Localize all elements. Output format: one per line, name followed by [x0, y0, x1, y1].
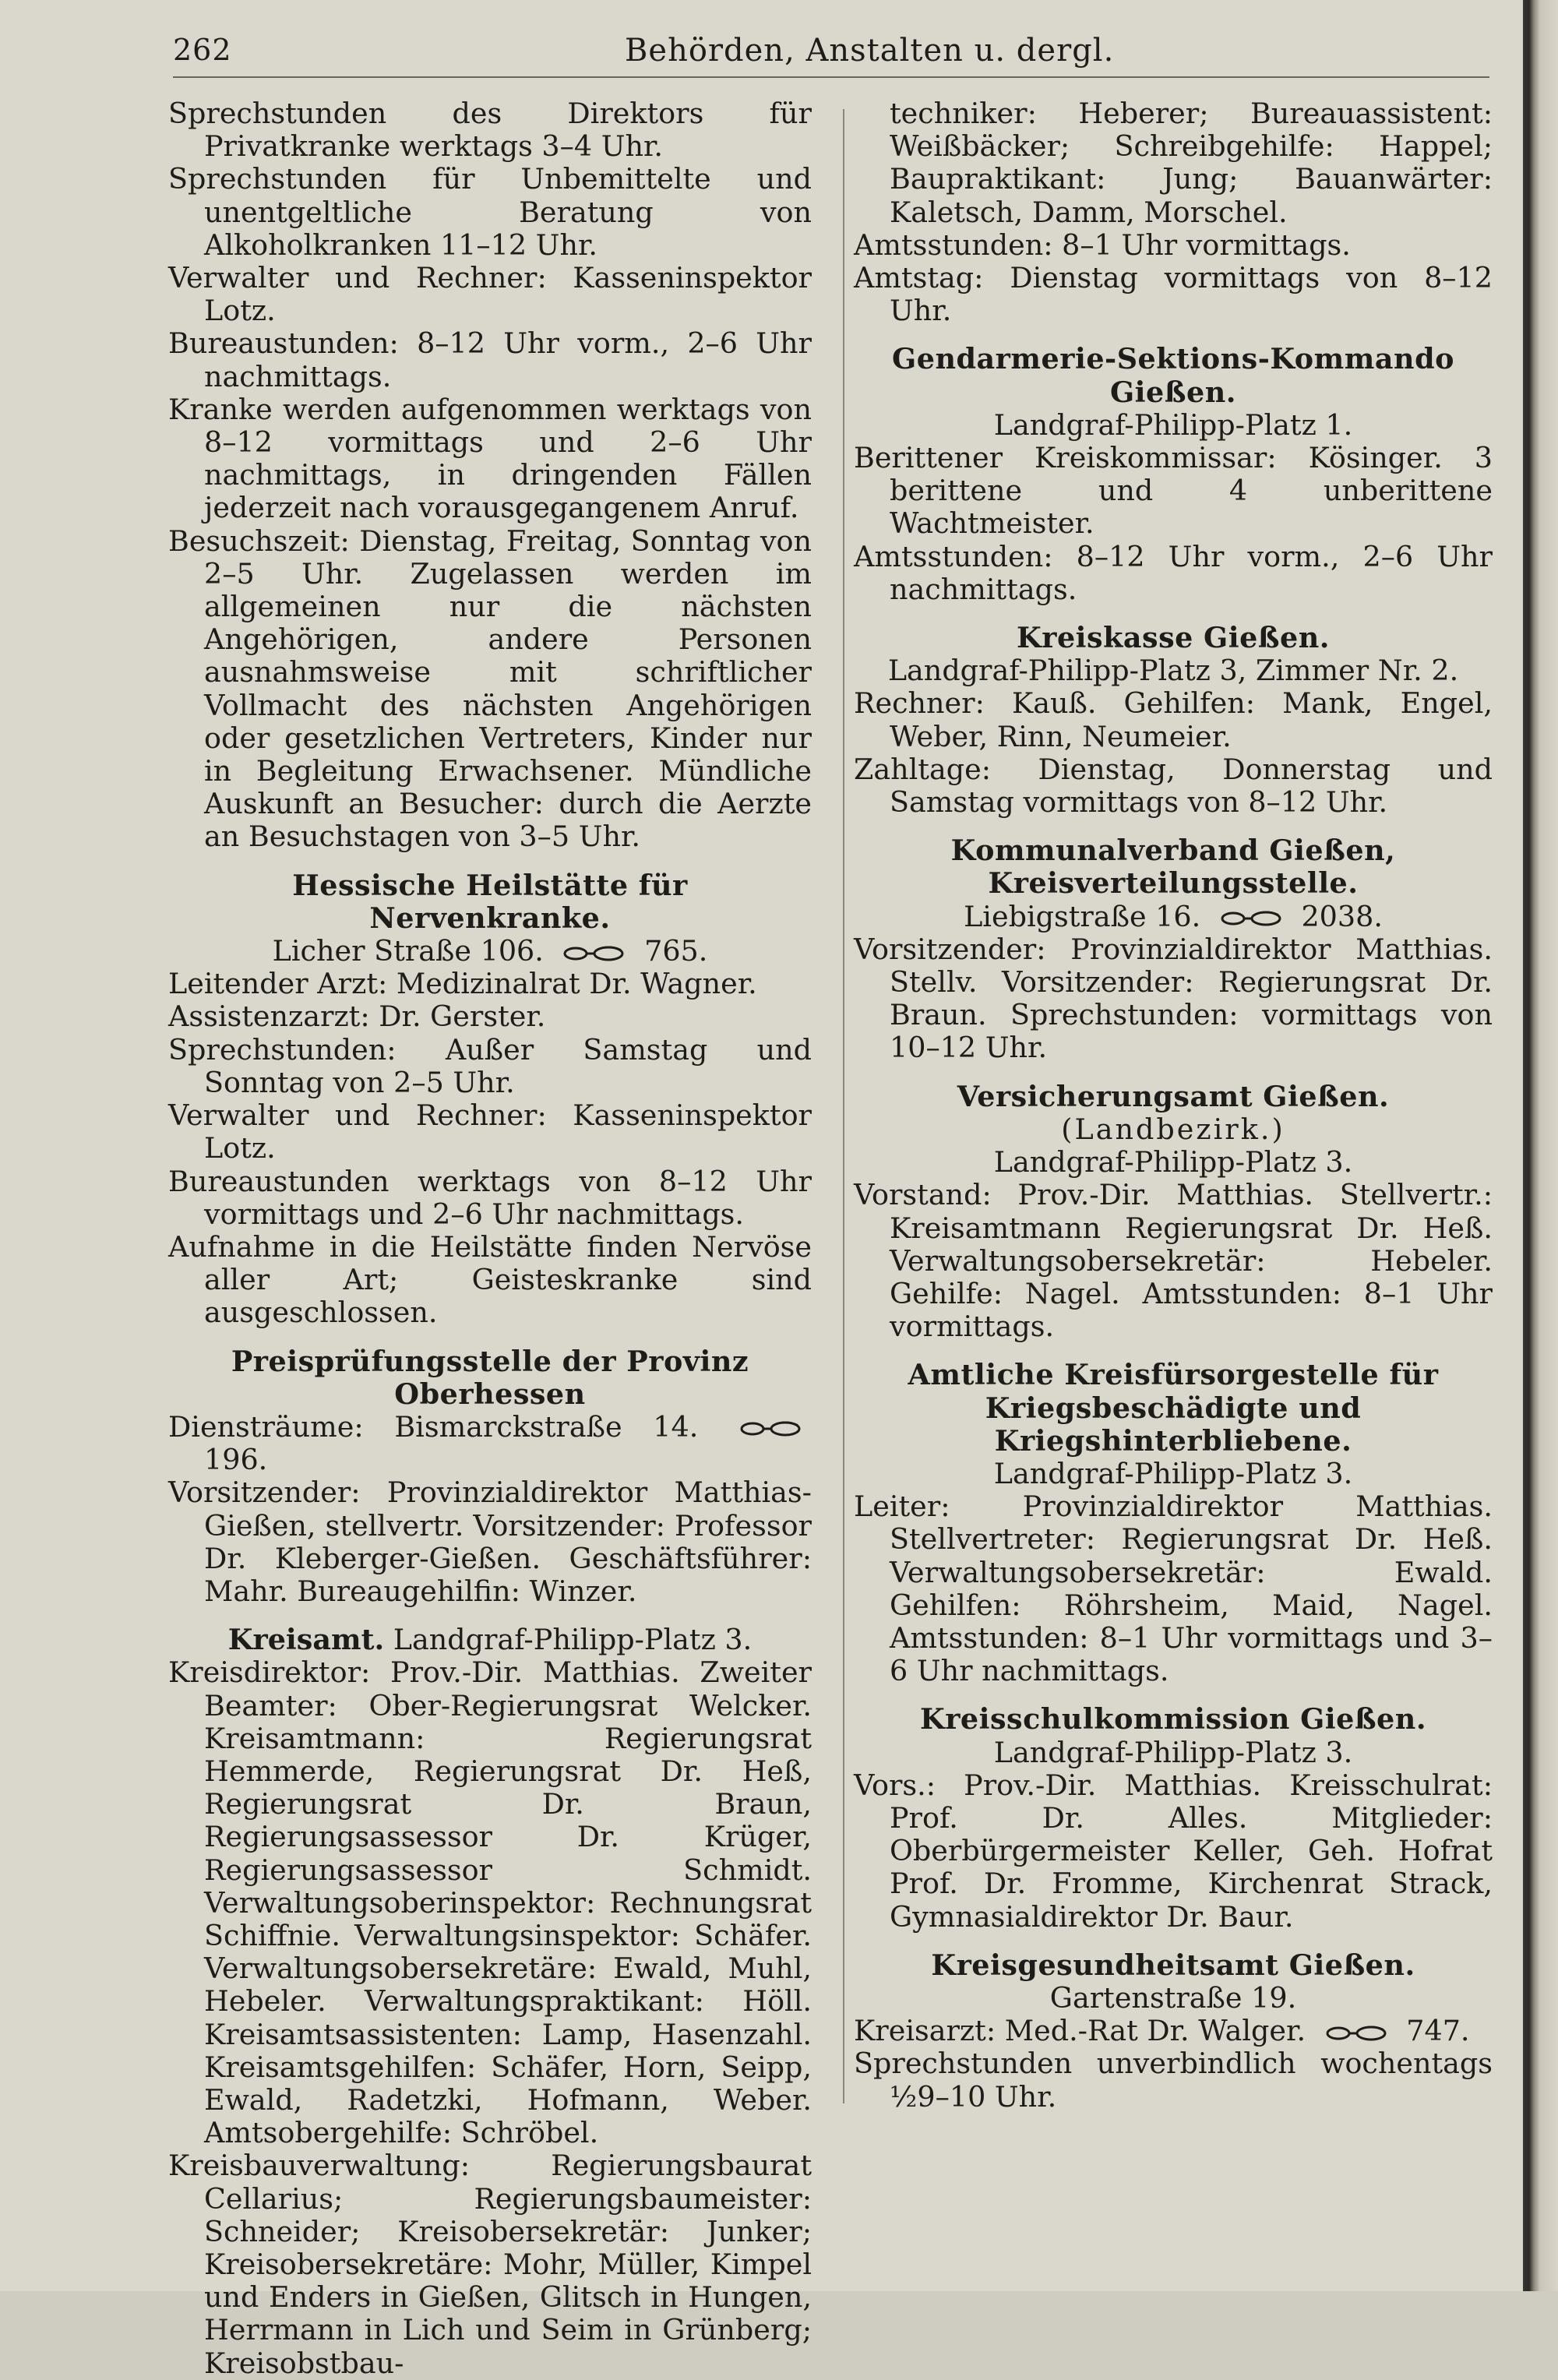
address: Gartenstraße 19. [1049, 1980, 1297, 2015]
section-heading: Preisprüfungsstelle der Provinz Oberhessen [231, 1344, 749, 1411]
entry-versicherungsamt [854, 1081, 1493, 1344]
phone-number: 196. [204, 1443, 268, 1477]
address: Liebigstraße 16. [964, 899, 1201, 933]
paragraph: Rechner: Kauß. Gehilfen: Mank, Engel, Weber, Rinn, Neumeier. [854, 686, 1493, 753]
kreisarzt: Kreisarzt: Med.-Rat Dr. Walger. [854, 2014, 1306, 2048]
section-heading: Kreiskasse Gießen. [1016, 621, 1331, 655]
paragraph: Kreisdirektor: Prov.-Dir. Matthias. Zweiter Beamter: Ober-Regierungsrat Welcker. Kreisamtmann: Regierungsrat Hemmerde, Regierungsrat Dr. Heß, Regierungsrat Dr. Braun, Regierungsassessor Dr. Krüger, Regierungsassessor Schmidt. Verwaltungsoberinspektor: Rechnungsrat Schiffnie. Verwaltungsinspektor: Schäfer. Verwaltungsobersekretäre: Ewald, Muhl, Hebeler. Verwaltungspraktikant: Höll. Kreisamtsassistenten: Lamp, Hasenzahl. Kreisamtsgehilfen: Schäfer, Horn, Seipp, Ewald, Radetzki, Hofmann, Weber. Amtsobergehilfe: Schröbel. [168, 1655, 812, 2150]
entry-kreisamt [168, 1624, 812, 2380]
page-header [173, 33, 1497, 79]
address: Landgraf-Philipp-Platz 3, Zimmer Nr. 2. [887, 654, 1459, 688]
paragraph: Kranke werden aufgenommen werktags von 8–12 vormittags und 2–6 Uhr nachmittags, in dringenden Fällen jederzeit nach vorausgegangenem Anruf. [168, 392, 812, 525]
paragraph: Aufnahme in die Heilstätte finden Nervöse aller Art; Geisteskranke sind ausgeschlossen. [168, 1229, 812, 1330]
entry-kreiskasse [854, 622, 1493, 819]
paragraph: Vors.: Prov.-Dir. Matthias. Kreisschulrat: Prof. Dr. Alles. Mitglieder: Oberbürgermeister Keller, Geh. Hofrat Prof. Dr. Fromme, Kirchenrat Strack, Gymnasialdirektor Dr. Baur. [854, 1768, 1493, 1934]
address: Landgraf-Philipp-Platz 3. [993, 1145, 1353, 1179]
phone-number: 2038. [1301, 899, 1383, 933]
right-column [854, 97, 1493, 2114]
entry-fuersorge [854, 1359, 1493, 1687]
address: Landgraf-Philipp-Platz 1. [993, 407, 1353, 442]
page-gutter-edge [1523, 0, 1558, 2291]
telephone-icon [737, 1420, 804, 1437]
telephone-icon [1218, 910, 1285, 927]
subheading: (Landbezirk.) [1061, 1112, 1285, 1146]
telephone-icon [1323, 2025, 1390, 2042]
entry-gesundheitsamt [854, 1949, 1493, 2114]
paragraph: Amtstag: Dienstag vormittags von 8–12 Uhr. [854, 261, 1493, 328]
paragraph: Amtsstunden: 8–1 Uhr vormittags. [854, 227, 1351, 262]
section-heading: Amtliche Kreisfürsorgestelle für Kriegsbeschädigte und Kriegshinterbliebene. [908, 1358, 1439, 1458]
entry-preispruefung [168, 1345, 812, 1609]
paragraph: Sprechstunden unverbindlich wochentags ½9–10 Uhr. [854, 2047, 1493, 2114]
phone-number: 765. [644, 934, 708, 968]
section-heading: Kreisamt. [227, 1623, 385, 1657]
paragraph: Leiter: Provinzialdirektor Matthias. Stellvertreter: Regierungsrat Dr. Heß. Verwaltungsobersekretär: Ewald. Gehilfen: Röhrsheim, Maid, Nagel. Amtsstunden: 8–1 Uhr vormittags und 3–6 Uhr nachmittags. [854, 1490, 1493, 1688]
paragraph: Vorsitzender: Provinzialdirektor Matthias. Stellv. Vorsitzender: Regierungsrat Dr. Braun. Sprechstunden: vormittags von 10–12 Uhr. [854, 932, 1493, 1065]
paragraph: Sprechstunden: Außer Samstag und Sonntag von 2–5 Uhr. [168, 1032, 812, 1099]
section-heading: Kreisgesundheitsamt Gießen. [931, 1948, 1415, 1982]
section-heading: Hessische Heilstätte für Nervenkranke. [292, 868, 688, 935]
heading-line [168, 1624, 812, 1656]
paragraph: Vorstand: Prov.-Dir. Matthias. Stellvertr.: Kreisamtmann Regierungsrat Dr. Heß. Verwaltungsobersekretär: Hebeler. Gehilfe: Nagel. Amtsstunden: 8–1 Uhr vormittags. [854, 1178, 1493, 1344]
paragraph: Vorsitzender: Provinzialdirektor Matthias-Gießen, stellvertr. Vorsitzender: Professor Dr. Kleberger-Gießen. Geschäftsführer: Mahr. Bureaugehilfin: Winzer. [168, 1476, 812, 1608]
paragraph: Berittener Kreiskommissar: Kösinger. 3 berittene und 4 unberittene Wachtmeister. [854, 441, 1493, 541]
paragraph: Kreisbauverwaltung: Regierungsbaurat Cellarius; Regierungsbaumeister: Schneider; Kreisobersekretär: Junker; Kreisobersekretäre: Mohr, Müller, Kimpel und Enders in Gießen, Glitsch in Hungen, Herrmann in Lich und Seim in Grünberg; Kreisobstbau- [168, 2149, 812, 2380]
address: Landgraf-Philipp-Platz 3. [393, 1623, 753, 1657]
address: Licher Straße 106. [272, 934, 544, 968]
paragraph: Verwalter und Rechner: Kasseninspektor Lotz. [168, 1098, 812, 1165]
paragraph: techniker: Heberer; Bureauassistent: Weißbäcker; Schreibgehilfe: Happel; Baupraktikant: Jung; Bauanwärter: Kaletsch, Damm, Morschel. [890, 97, 1493, 229]
telephone-icon [560, 945, 627, 962]
address: Landgraf-Philipp-Platz 3. [993, 1735, 1353, 1769]
section-heading: Versicherungsamt Gießen. [957, 1079, 1390, 1113]
left-column [168, 97, 812, 2380]
running-head: Behörden, Anstalten u. dergl. [625, 33, 1115, 69]
section-heading: Gendarmerie-Sektions-Kommando Gießen. [892, 342, 1454, 409]
paragraph: Amtsstunden: 8–12 Uhr vorm., 2–6 Uhr nachmittags. [854, 539, 1493, 606]
paragraph: Assistenzarzt: Dr. Gerster. [168, 1000, 546, 1034]
entry-kommunalverband [854, 834, 1493, 1064]
header-rule [173, 76, 1489, 78]
paragraph: Sprechstunden des Direktors für Privatkranke werktags 3–4 Uhr. [168, 97, 812, 164]
page-number: 262 [173, 33, 232, 67]
address-line [854, 2015, 1493, 2047]
paragraph: Leitender Arzt: Medizinalrat Dr. Wagner. [168, 967, 757, 1001]
phone-number: 747. [1406, 2014, 1470, 2048]
address-line [168, 935, 812, 968]
address: Landgraf-Philipp-Platz 3. [993, 1456, 1353, 1490]
entry-schulkommission [854, 1703, 1493, 1933]
paragraph: Zahltage: Dienstag, Donnerstag und Samstag vormittags von 8–12 Uhr. [854, 752, 1493, 820]
entry-gendarmerie [854, 343, 1493, 606]
section-heading: Kommunalverband Gießen, Kreisverteilungsstelle. [950, 834, 1396, 901]
paragraph: Bureaustunden: 8–12 Uhr vorm., 2–6 Uhr nachmittags. [168, 326, 812, 393]
paragraph: Verwalter und Rechner: Kasseninspektor Lotz. [168, 261, 812, 328]
address-line [854, 901, 1493, 933]
address: Diensträume: Bismarckstraße 14. [168, 1409, 699, 1444]
paragraph: Bureaustunden werktags von 8–12 Uhr vormittags und 2–6 Uhr nachmittags. [168, 1164, 812, 1231]
section-heading: Kreisschulkommission Gießen. [919, 1702, 1427, 1737]
entry-heilstaette [168, 869, 812, 1330]
address-line [168, 1411, 812, 1476]
paragraph: Sprechstunden für Unbemittelte und unentgeltliche Beratung von Alkoholkranken 11–12 Uhr. [168, 162, 812, 262]
paragraph: Besuchszeit: Dienstag, Freitag, Sonntag von 2–5 Uhr. Zugelassen werden im allgemeinen nur die nächsten Angehörigen, andere Personen ausnahmsweise mit schriftlicher Vollmacht des nächsten Angehörigen oder gesetzlichen Vertreters, Kinder nur in Begleitung Erwachsener. Mündliche Auskunft an Besucher: durch die Aerzte an Besuchstagen von 3–5 Uhr. [168, 524, 812, 854]
column-divider [843, 109, 844, 2103]
